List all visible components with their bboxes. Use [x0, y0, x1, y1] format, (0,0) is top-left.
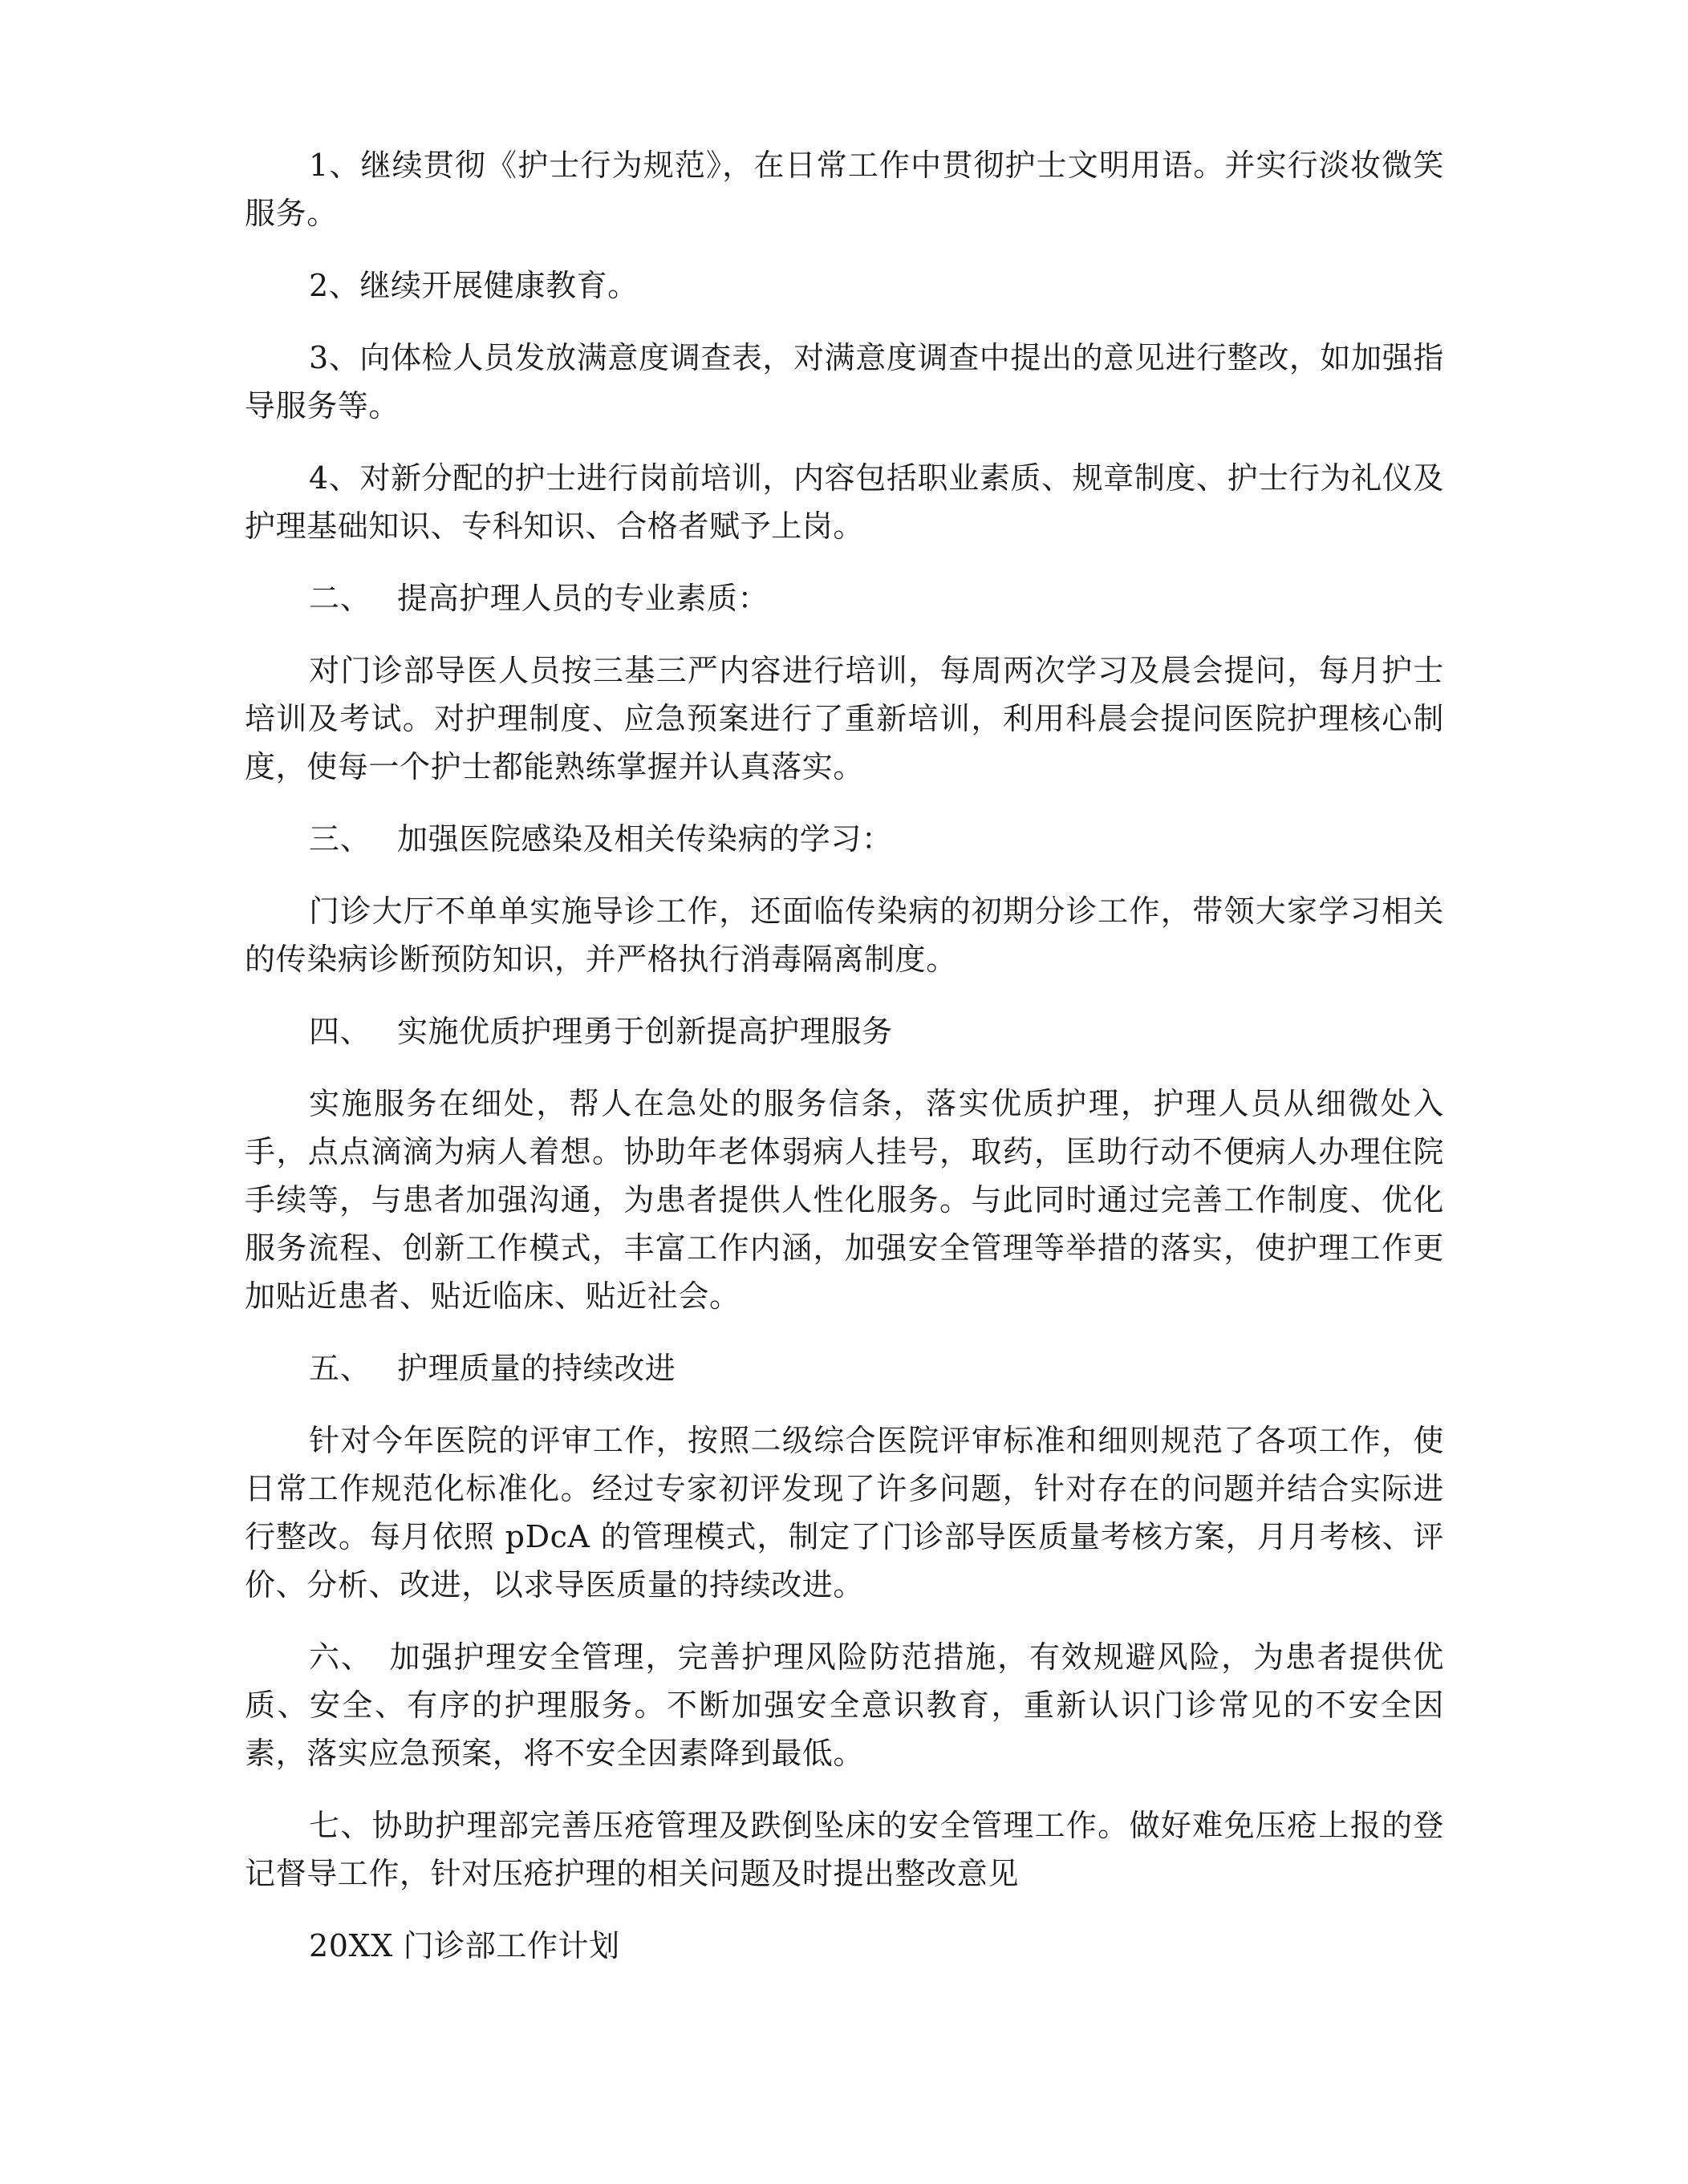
paragraph-pressure-sore: 七、协助护理部完善压疮管理及跌倒坠床的安全管理工作。做好难免压疮上报的登记督导工作，针对压疮护理的相关问题及时提出整改意见 — [245, 1808, 1444, 1891]
section-title: 加强医院感染及相关传染病的学习： — [397, 821, 893, 857]
paragraph-infection: 门诊大厅不单单实施导诊工作，还面临传染病的初期分诊工作，带领大家学习相关的传染病诊断预防知识，并严格执行消毒隔离制度。 — [245, 893, 1444, 977]
document-title: 20XX 门诊部工作计划 — [309, 1928, 620, 1963]
section-number: 四、 — [309, 1014, 371, 1049]
paragraph-item-4: 4、对新分配的护士进行岗前培训，内容包括职业素质、规章制度、护士行为礼仪及护理基础知识、专科知识、合格者赋予上岗。 — [245, 460, 1444, 544]
paragraph-quality-service: 实施服务在细处，帮人在急处的服务信条，落实优质护理，护理人员从细微处入手，点点滴滴为病人着想。协助年老体弱病人挂号，取药，匡助行动不便病人办理住院手续等，与患者加强沟通，为患者提供人性化服务。与此同时通过完善工作制度、优化服务流程、创新工作模式，丰富工作内涵，加强安全管理等举措的落实，使护理工作更加贴近患者、贴近临床、贴近社会。 — [245, 1086, 1444, 1314]
section-number: 三、 — [309, 821, 371, 857]
paragraph-item-2: 2、继续开展健康教育。 — [309, 268, 639, 303]
section-title: 提高护理人员的专业素质： — [397, 581, 769, 616]
section-heading-4 — [245, 1007, 1444, 1056]
document-body — [245, 141, 1444, 1970]
paragraph-item-3: 3、向体检人员发放满意度调查表，对满意度调查中提出的意见进行整改，如加强指导服务等。 — [245, 340, 1444, 423]
section-number: 五、 — [309, 1351, 371, 1386]
section-heading-3 — [245, 815, 1444, 863]
paragraph-item-1: 1、继续贯彻《护士行为规范》，在日常工作中贯彻护士文明用语。并实行淡妆微笑服务。 — [245, 148, 1444, 231]
section-number: 二、 — [309, 581, 371, 616]
section-heading-2 — [245, 574, 1444, 622]
paragraph-training: 对门诊部导医人员按三基三严内容进行培训，每周两次学习及晨会提问，每月护士培训及考试。对护理制度、应急预案进行了重新培训，利用科晨会提问医院护理核心制度，使每一个护士都能熟练掌握并认真落实。 — [245, 653, 1444, 784]
paragraph-safety-management: 六、 加强护理安全管理，完善护理风险防范措施，有效规避风险，为患者提供优质、安全、有序的护理服务。不断加强安全意识教育，重新认识门诊常见的不安全因素，落实应急预案，将不安全因素降到最低。 — [245, 1639, 1444, 1771]
paragraph-quality-improvement: 针对今年医院的评审工作，按照二级综合医院评审标准和细则规范了各项工作，使日常工作规范化标准化。经过专家初评发现了许多问题，针对存在的问题并结合实际进行整改。每月依照 pDcA 的管理模式，制定了门诊部导医质量考核方案，月月考核、评价、分析、改进，以求导医质量的持续改进。 — [245, 1423, 1444, 1603]
section-heading-5 — [245, 1344, 1444, 1392]
section-title: 实施优质护理勇于创新提高护理服务 — [397, 1014, 893, 1049]
section-title: 护理质量的持续改进 — [397, 1351, 676, 1386]
